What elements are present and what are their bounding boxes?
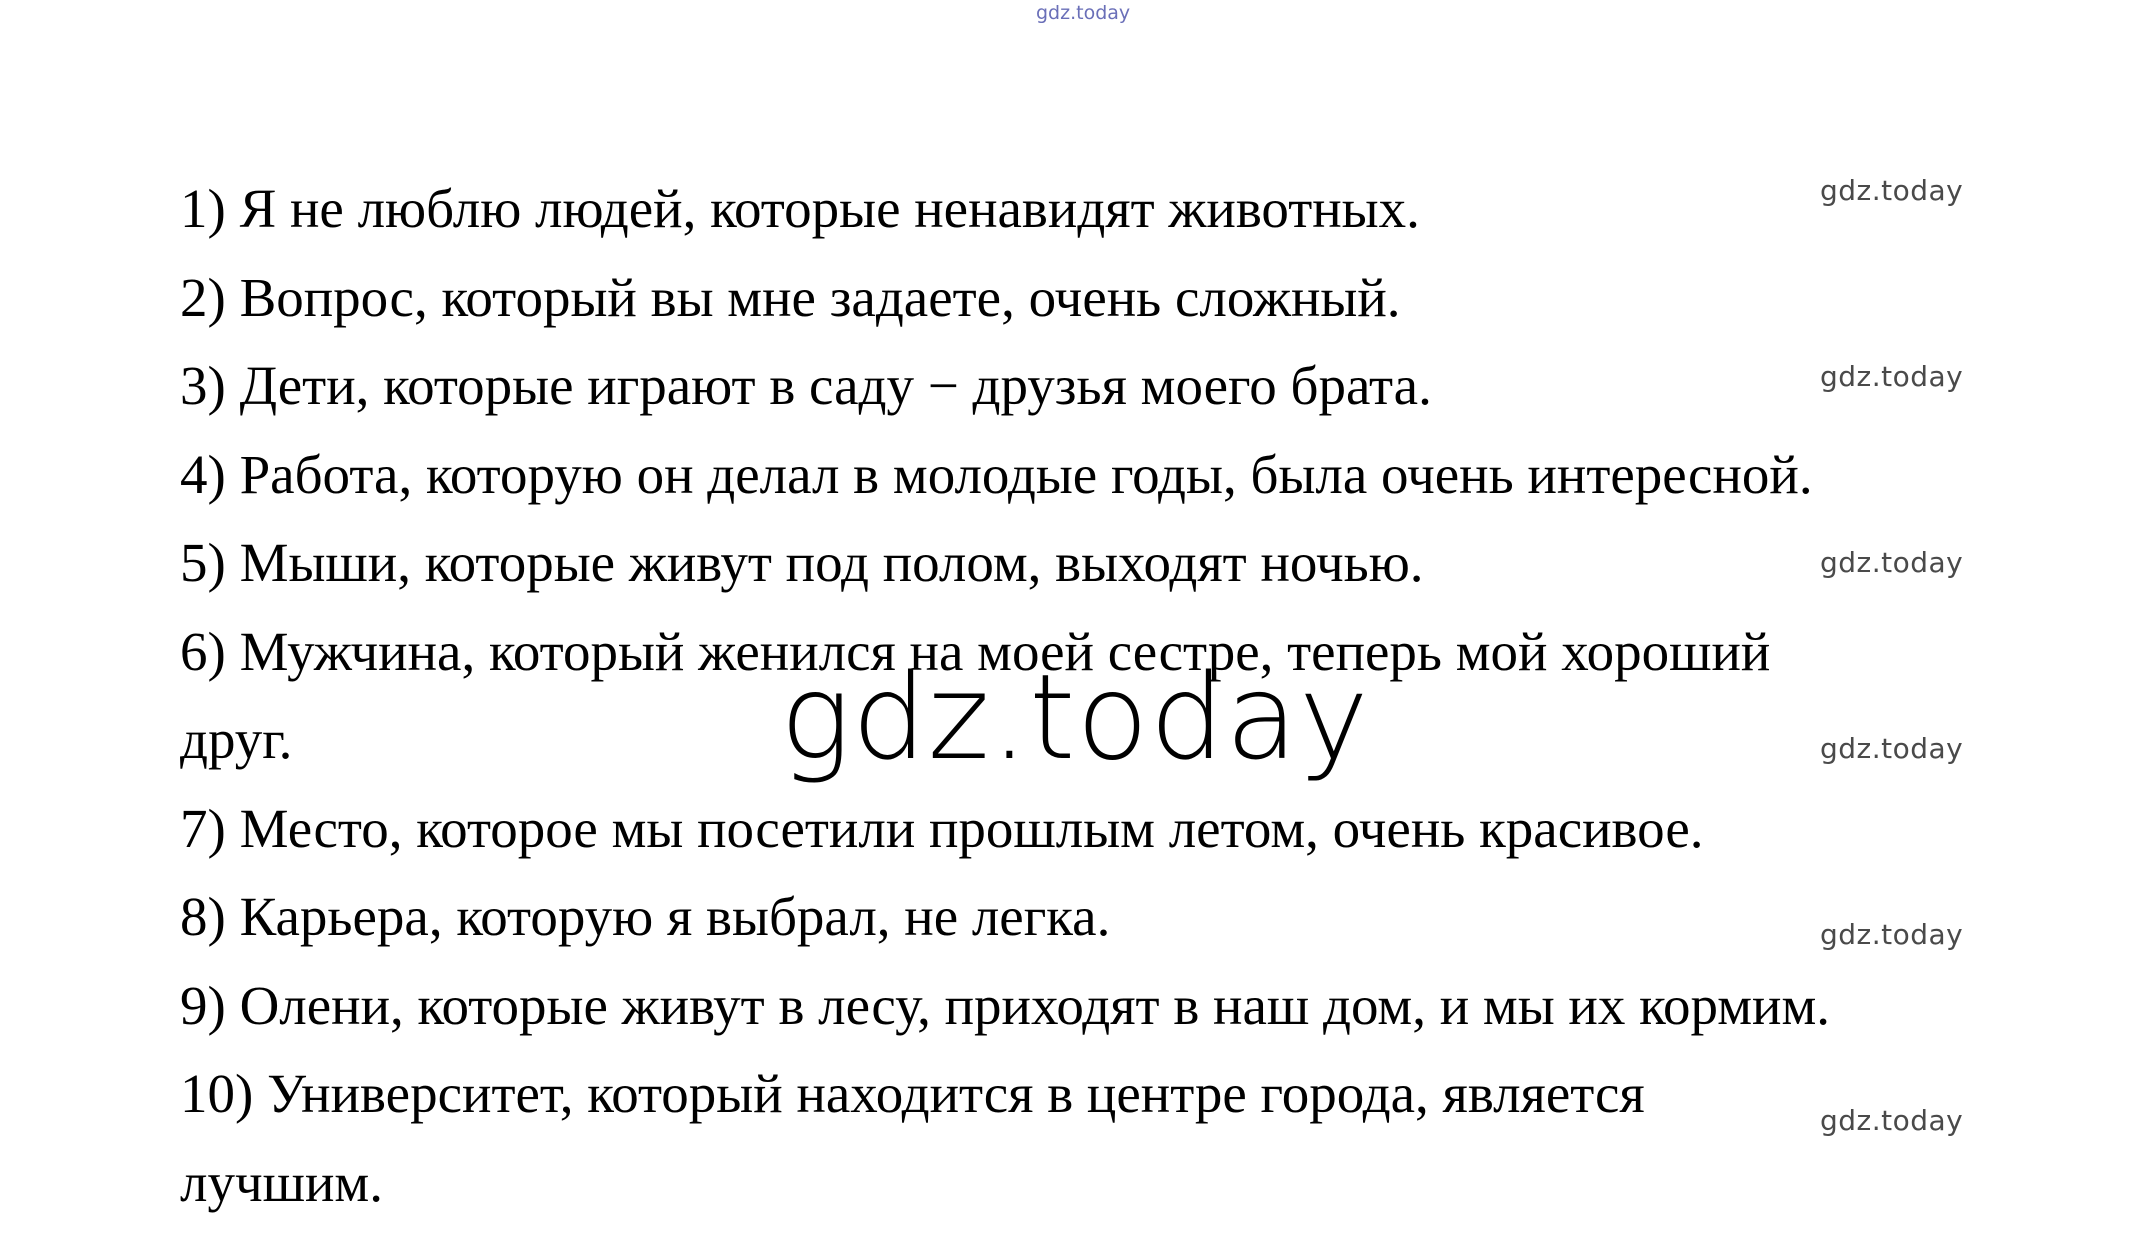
answer-line-continuation: лучшим. <box>180 1151 383 1213</box>
answer-line: 1) Я не люблю людей, которые ненавидят животных. <box>180 178 1420 239</box>
side-watermark: gdz.today <box>1820 1104 1964 1137</box>
answer-line: 5) Мыши, которые живут под полом, выходят ночью. <box>180 532 1424 593</box>
side-watermark: gdz.today <box>1820 918 1964 951</box>
side-watermark: gdz.today <box>1820 732 1964 765</box>
center-watermark: gdz.today <box>780 648 1370 786</box>
answer-line: 7) Место, которое мы посетили прошлым летом, очень красивое. <box>180 797 1704 859</box>
answer-line: 6) Мужчина, который женился на моей сестре, теперь мой хороший <box>180 620 1771 682</box>
answer-line: 9) Олени, которые живут в лесу, приходят в наш дом, и мы их кормим. <box>180 974 1830 1036</box>
answer-line: 10) Университет, который находится в центре города, является <box>180 1063 1645 1124</box>
answer-line: 2) Вопрос, который вы мне задаете, очень сложный. <box>180 266 1401 328</box>
answer-line-continuation: друг. <box>180 709 293 770</box>
answer-line: 3) Дети, которые играют в саду − друзья моего брата. <box>180 355 1432 416</box>
answer-line: 8) Карьера, которую я выбрал, не легка. <box>180 886 1111 947</box>
top-watermark: gdz.today <box>1036 2 1131 24</box>
side-watermark: gdz.today <box>1820 546 1964 579</box>
answer-line: 4) Работа, которую он делал в молодые годы, была очень интересной. <box>180 443 1813 505</box>
side-watermark: gdz.today <box>1820 174 1964 207</box>
side-watermark: gdz.today <box>1820 360 1964 393</box>
